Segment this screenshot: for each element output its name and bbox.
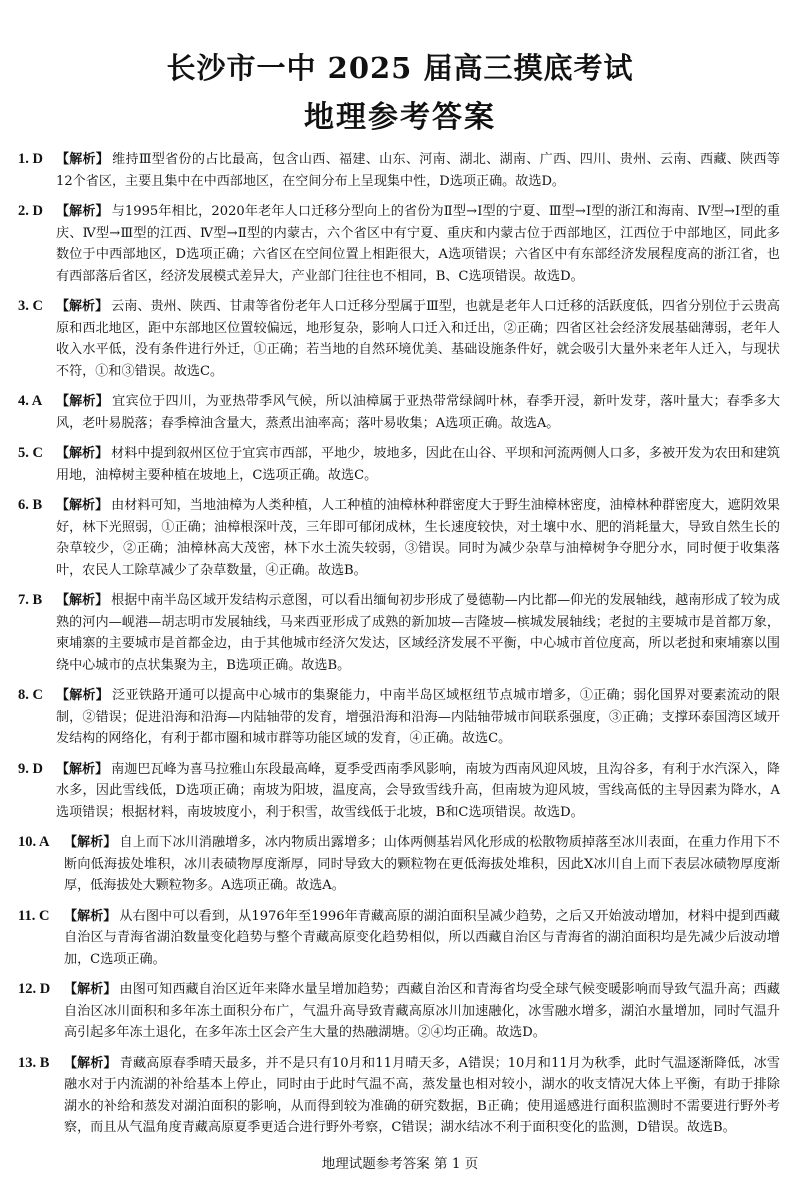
answer-item — [18, 906, 780, 971]
answer-item — [18, 832, 780, 897]
answer-choice: 12. D — [18, 981, 51, 997]
analysis-text: 材料中提到叙州区位于宜宾市西部，平地少，坡地多，因此在山谷、平坝和河流两侧人口多，多被开发为农田和建筑用地，油樟树主要种植在坡地上，C选项正确。故选C。 — [56, 446, 780, 483]
analysis-tag: 【解析】 — [56, 152, 110, 167]
analysis-text: 与1995年相比，2020年老年人口迁移分型向上的省份为Ⅱ型→Ⅰ型的宁夏、Ⅲ型→Ⅰ型的浙江和海南、Ⅳ型→Ⅰ型的重庆、Ⅳ型→Ⅲ型的江西、Ⅳ型→Ⅱ型的内蒙古，六个省区中有宁夏、重庆和内蒙古位于西部地区，江西位于中部地区，同此多数位于中西部地区，D选项正确；六省区在空间位置上相距很大，A选项错误；六省区中有东部经济发展程度高的浙江省，也有西部落后省区，经济发展模式差异大，产业部门往往也不相同，B、C选项错误。故选D。 — [56, 204, 780, 284]
answer-choice: 6. B — [18, 497, 43, 513]
analysis-text: 青藏高原春季晴天最多，并不是只有10月和11月晴天多，A错误；10月和11月为秋季，此时气温逐渐降低，冰雪融水对于内流湖的补给基本上停止，同时由于此时气温不高，蒸发量也相对较小，湖水的收支情况大体上平衡，有助于排除湖水的补给和蒸发对湖泊面积的影响，从而得到较为准确的研究数据，B正确；使用遥感进行面积监测时不需要进行野外考察，而且从气温角度青藏高原夏季更适合进行野外考察，C错误；湖水结冰不利于面积变化的监测，D错误。故选B。 — [64, 1055, 780, 1135]
analysis-tag: 【解析】 — [56, 446, 109, 461]
answer-choice: 1. D — [18, 151, 43, 167]
analysis-text: 泛亚铁路开通可以提高中心城市的集聚能力，中南半岛区域枢纽节点城市增多，①正确；弱化国界对要素流动的限制，②错误；促进沿海和沿海—内陆轴带的发育，增强沿海和沿海—内陆轴带城市间联系强度，③正确；支撑环泰国湾区域开发结构的网络化，有利于都市圈和城市群等功能区域的发育，④正确。故选C。 — [56, 688, 780, 746]
analysis-text: 从右图中可以看到，从1976年至1996年青藏高原的湖泊面积呈减少趋势，之后又开始波动增加，材料中提到西藏自治区与青海省湖泊数量变化趋势与整个青藏高原变化趋势相似，所以西藏自治区与青海省的湖泊面积均是先减少后波动增加，C选项正确。 — [64, 908, 780, 967]
analysis-tag: 【解析】 — [56, 394, 110, 409]
answer-choice: 10. A — [18, 834, 50, 850]
analysis-tag: 【解析】 — [64, 982, 117, 997]
analysis-text: 维持Ⅲ型省份的占比最高，包含山西、福建、山东、河南、湖北、湖南、广西、四川、贵州、云南、西藏、陕西等12个省区，主要且集中在中西部地区，在空间分布上呈现集中性，D选项正确。故选D。 — [56, 152, 780, 189]
answer-choice: 4. A — [18, 393, 43, 409]
page-subtitle: 地理参考答案 — [304, 100, 496, 135]
analysis-text: 南迦巴瓦峰为喜马拉雅山东段最高峰，夏季受西南季风影响，南坡为西南风迎风坡，且沟谷多，有利于水汽深入，降水多，因此雪线低，D选项正确；南坡为阳坡，温度高，会导致雪线升高，但南坡为迎风坡，雪线高低的主导因素为降水，A选项错误；根据材料，南坡坡度小，利于积雪，故雪线低于北坡，B和C选项错误。故选D。 — [56, 761, 780, 820]
answer-item — [18, 149, 780, 192]
answer-item — [18, 201, 780, 287]
analysis-text: 宜宾位于四川，为亚热带季风气候，所以油樟属于亚热带常绿阔叶林，春季开浸，新叶发芽，落叶量大；春季多大风，老叶易脱落；春季樟油含量大，蒸煮出油率高；落叶易收集；A选项正确。故选A。 — [56, 394, 780, 431]
answer-item — [18, 495, 780, 581]
analysis-tag: 【解析】 — [64, 835, 117, 850]
answer-item — [18, 590, 780, 676]
answer-item — [18, 1053, 780, 1139]
answer-choice: 13. B — [18, 1054, 50, 1071]
answer-item — [18, 685, 780, 750]
answer-choice: 5. C — [18, 445, 43, 461]
answer-choice: 2. D — [18, 203, 43, 219]
analysis-tag: 【解析】 — [56, 204, 109, 219]
answer-item — [18, 759, 780, 824]
analysis-tag: 【解析】 — [56, 498, 109, 513]
analysis-tag: 【解析】 — [56, 299, 109, 314]
analysis-text: 根据中南半岛区域开发结构示意图，可以看出缅甸初步形成了曼德勒—内比都—仰光的发展轴线，越南形成了较为成熟的河内—岘港—胡志明市发展轴线，马来西亚形成了成熟的新加坡—吉隆坡—槟城发展轴线；老挝的主要城市是首都万象，柬埔寨的主要城市是首都金边，由于其他城市经济欠发达，区域经济发展不平衡，中心城市首位度高，所以老挝和柬埔寨以围绕中心城市的点状集聚为主，B选项正确。故选B。 — [56, 593, 780, 673]
analysis-tag: 【解析】 — [56, 593, 109, 608]
analysis-text: 自上而下冰川消融增多，冰内物质出露增多；山体两侧基岩风化形成的松散物质掉落至冰川表面，在重力作用下不断向低海拔处堆积，冰川表碛物厚度渐厚，同时导致大的颗粒物在更低海拔处堆积，因此X冰川自上而下表层冰碛物厚度渐厚，低海拔处大颗粒物多。A选项正确。故选A。 — [64, 835, 780, 893]
analysis-text: 由材料可知，当地油樟为人类种植，人工种植的油樟林种群密度大于野生油樟林密度，油樟林种群密度大，遮阴效果好，林下光照弱，①正确；油樟根深叶茂，三年即可郁闭成林，生长速度较快，对土壤中水、肥的消耗量大，导致自然生长的杂草较少，②正确；油樟林高大茂密，林下水土流失较弱，③错误。同时为减少杂草与油樟树争夺肥分水，同时便于收集落叶，农民人工除草减少了杂草数量，④正确。故选B。 — [56, 498, 780, 578]
analysis-tag: 【解析】 — [64, 908, 117, 924]
answer-item — [18, 443, 780, 486]
answer-item — [18, 296, 780, 382]
answer-choice: 8. C — [18, 687, 43, 703]
analysis-tag: 【解析】 — [56, 761, 109, 777]
answer-item — [18, 391, 780, 434]
page-title: 长沙市一中 2025 届高三摸底考试 — [166, 51, 634, 85]
answer-choice: 11. C — [18, 907, 50, 924]
answer-list — [18, 149, 780, 1148]
analysis-tag: 【解析】 — [64, 1055, 117, 1071]
analysis-tag: 【解析】 — [56, 688, 110, 703]
analysis-text: 由图可知西藏自治区近年来降水量呈增加趋势；西藏自治区和青海省均受全球气候变暖影响而导致气温升高；西藏自治区冰川面积和多年冻土面积分布广，气温升高导致青藏高原冰川加速融化，冰雪融水增多，湖泊水量增加，同时气温升高引起多年冻土退化，在多年冻土区会产生大量的热融湖塘。②④均正确。故选D。 — [64, 982, 780, 1040]
answer-item — [18, 979, 780, 1044]
answer-choice: 3. C — [18, 298, 43, 314]
answer-choice: 9. D — [18, 760, 43, 777]
analysis-text: 云南、贵州、陕西、甘肃等省份老年人口迁移分型属于Ⅲ型，也就是老年人口迁移的活跃度低，四省分别位于云贵高原和西北地区，距中东部地区位置较偏远，地形复杂，影响人口迁入和迁出，②正确；四省区社会经济发展基础薄弱，老年人收入水平低，没有条件进行外迁，①正确；若当地的自然环境优美、基础设施条件好，就会吸引大量外来老年人迁入，与现状不符，①和③错误。故选C。 — [56, 299, 780, 379]
answer-choice: 7. B — [18, 592, 43, 608]
page-footer: 地理试题参考答案 第 1 页 — [321, 1156, 479, 1172]
